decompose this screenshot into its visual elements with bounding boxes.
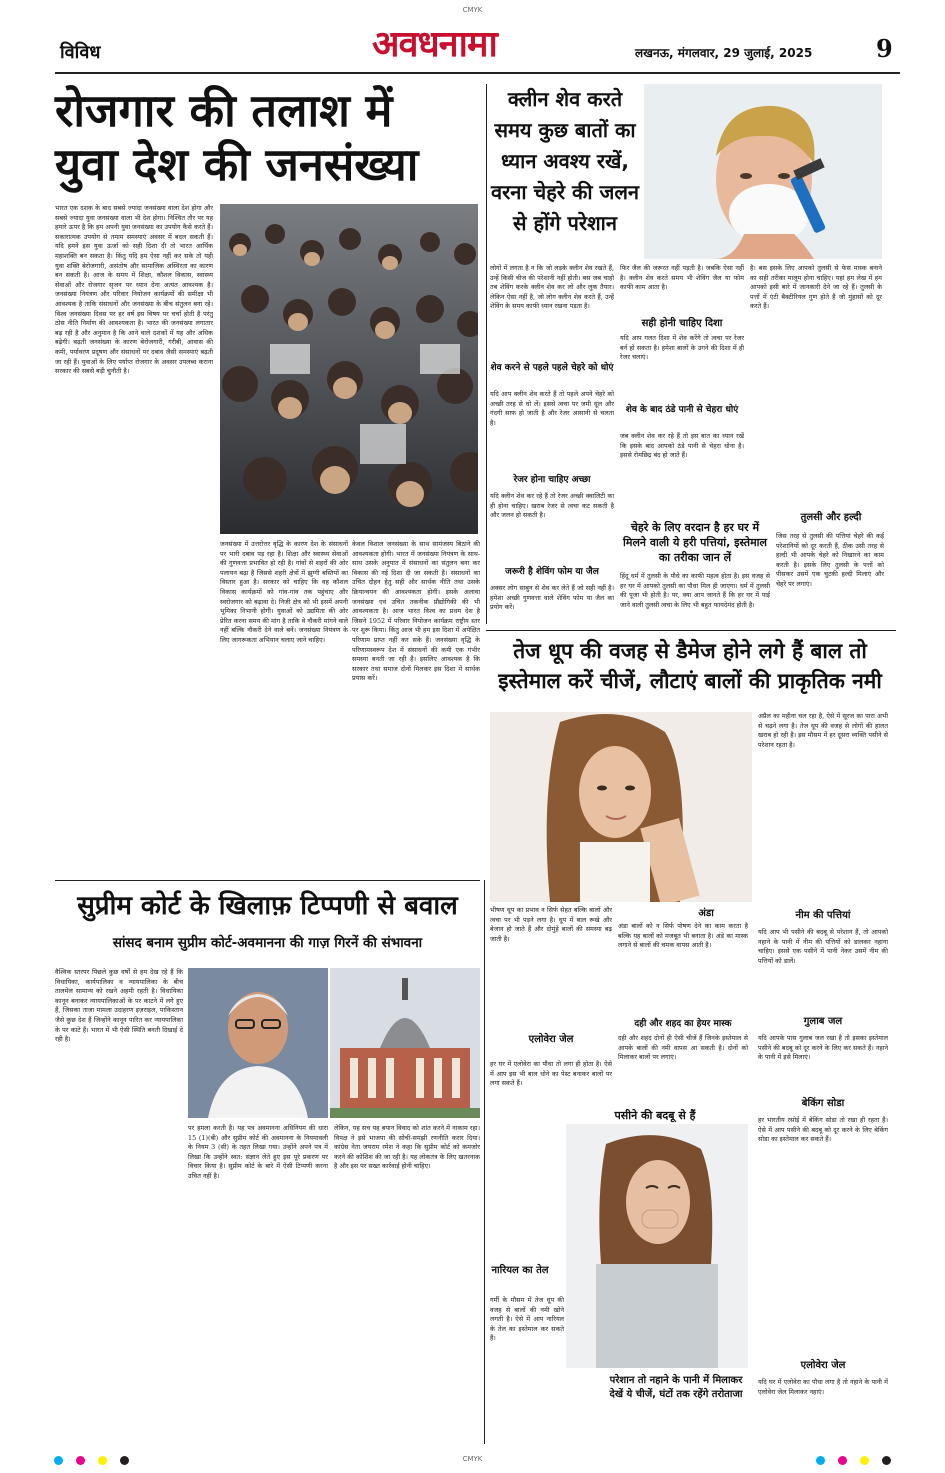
court-top-rule	[55, 880, 480, 881]
hair-body-coconut-oil: गर्मी के मौसम में तेज धूप की वजह से बालों की नमी खोने लगती है। ऐसे में आप नारियल के तेल का इस्तेमाल कर सकते हैं।	[490, 1296, 564, 1343]
hair-sub-curd-honey: दही और शहद का हेयर मास्क	[634, 1019, 732, 1029]
tulsi-body-intro: हिंदू धर्म में तुलसी के पौधे का काफी महत्व होता है। इस वजह से हर घर में आपको तुलसी का पौधा मिल ही जाएगा। धर्म में तुलसी की पूजा भी होती है। पर, क्या आप जानते हैं कि हर घर में पाई जाने वाली तुलसी त्वचा के लिए भी बहुत फायदेमंद होती है।	[620, 572, 770, 609]
hair-body-egg: अंडा बालों को न सिर्फ पोषण देने का काम करता है बल्कि यह बालों को मजबूत भी बनाता है। अंडे का मास्क लगाने से बालों की चमक वापस आती है।	[618, 922, 748, 950]
cmyk-marker-top	[0, 6, 945, 14]
shave-body-wash: यदि आप क्लीन शेव करते हैं तो पहले अपने चेहरे को अच्छी तरह से धो लें। इससे त्वचा पर जमी धूल और गंदगी साफ हो जाती है और रेजर आसानी से चलता है।	[490, 390, 614, 427]
divider-vertical-1	[486, 84, 487, 624]
registration-bar	[50, 1452, 895, 1466]
youth-body-col1: भारत एक दशक के बाद सबसे ज्यादा जनसंख्या वाला देश होगा और सबसे ज्यादा युवा जनसंख्या वाला भी देश होगा। निश्चित तौर पर यह हमारे ऊपर है कि हम अपनी युवा जनसंख्या का उपयोग कैसे करते हैं। सकारात्मक उपयोग से तमाम समस्याएं अवसर में बदल सकती हैं। यदि हमने इस युवा ऊर्जा को सही दिशा दी तो भारत आर्थिक महाशक्ति बन सकता है। किंतु यदि हम ऐसा नहीं कर सके तो यही युवा शक्ति बेरोजगारी, असंतोष और सामाजिक अस्थिरता का कारण बन सकती है। आज के समय में शिक्षा, कौशल विकास, स्वास्थ्य सेवाओं और रोजगार सृजन पर ध्यान देना अत्यंत आवश्यक है। जनसंख्या नियंत्रण और परिवार नियोजन कार्यक्रमों की समीक्षा भी आवश्यक है ताकि संसाधनों और जनसंख्या के बीच संतुलन बना रहे। विश्व जनसंख्या दिवस पर हर वर्ष इस विषय पर चर्चा होती है परंतु ठोस नीति निर्माण की आवश्यकता है। भारत की जनसंख्या लगातार बढ़ रही है और अनुमान है कि आने वाले दशकों में यह और अधिक बढ़ेगी। बढ़ती जनसंख्या के कारण बेरोजगारी, गरीबी, आवास की कमी, पर्यावरण प्रदूषण और संसाधनों पर दबाव जैसी समस्याएं बढ़ती जा रही हैं। युवाओं के लिए पर्याप्त रोजगार के अवसर उपलब्ध कराना सरकार की सबसे बड़ी चुनौती है।	[55, 204, 213, 376]
dateline: लखनऊ, मंगलवार, 29 जुलाई, 2025	[635, 46, 813, 60]
divider-hair-top	[486, 630, 896, 631]
shave-body-cold-water: जब क्लीन शेव कर रहे हैं तो इस बात का ध्यान रखें कि इसके बाद आपको ठंडे पानी से चेहरा धोना है। इससे रोमछिद्र बंद हो जाते हैं।	[620, 432, 744, 460]
shave-body-direction: यदि आप गलत दिशा में शेव करेंगे तो त्वचा पर रेजर बर्न हो सकता है। हमेशा बालों के उगने की दिशा में ही रेजर चलाएं।	[620, 334, 744, 362]
hair-body-intro: भीषण धूप का प्रभाव न सिर्फ सेहत बल्कि बालों और त्वचा पर भी पड़ने लगा है। धूप में बाल रूखे और बेजान हो जाते हैं और दोमुंहे बालों की समस्या बढ़ जाती है।	[490, 906, 612, 943]
shave-sub-wash-face: शेव करने से पहले पहले चेहरे को धोएं	[490, 363, 614, 373]
hair-sub-baking-soda: बेकिंग सोडा	[801, 1098, 845, 1109]
hair-body-neem: यदि आप भी पसीने की बदबू से परेशान हैं, तो आपको नहाने के पानी में नीम की पत्तियों को डालकर नहाना चाहिए। इससे एक पसीने में पानी नेकर उसमें नीम की पत्तियों को डालें।	[758, 928, 888, 965]
registration-dots-left	[50, 1450, 133, 1469]
hair-body-aloe: हर घर में एलोवेरा का पौधा तो लगा ही होता है। ऐसे में आप इस भी बाल धोने का पेस्ट बनाकर बालों पर लगा सकते हैं।	[490, 1060, 612, 1088]
mp-image	[188, 968, 328, 1118]
tulsi-headline: चेहरे के लिए वरदान है हर घर में मिलने वाली ये हरी पत्तियां, इस्तेमाल का तरीका जान लें	[623, 521, 767, 564]
hair-sub-coconut-oil: नारियल का तेल	[491, 1265, 549, 1276]
youth-body-col2: जनसंख्या में उत्तरोत्तर वृद्धि के कारण देश के संसाधनों पर भारी दबाव पड़ रहा है। शिक्षा और स्वास्थ्य सेवाओं की गुणवत्ता प्रभावित हो रही है। गांवों से शहरों की ओर पलायन बढ़ा है जिससे शहरी क्षेत्रों में झुग्गी बस्तियों का विस्तार हुआ है। सरकार को चाहिए कि वह कौशल विकास कार्यक्रमों को गांव-गांव तक पहुंचाए और स्वरोजगार को बढ़ावा दे। निजी क्षेत्र को भी इसमें अपनी भूमिका निभानी होगी। युवाओं को उद्यमिता की ओर प्रेरित करना समय की मांग है ताकि वे नौकरी मांगने वाले नहीं बल्कि नौकरी देने वाले बनें। जनसंख्या नियंत्रण के लिए जागरूकता अभियान चलाए जाने चाहिए।	[220, 540, 348, 644]
court-body-col1: वैश्विक स्तरपर पिछले कुछ वर्षों से हम देख रहे हैं कि विधायिका, कार्यपालिका व न्यायपालिका के बीच तालमेल सामान्य को रखने अहमी रहती है। विधायिका कानून बनाकर न्यायपालिकाओं के पर काटने में लगे हुए हैं, जिसका ताजा मामला उदाहरण इज़राइल, पाकिस्तान जैसे कुछ देश हैं जिन्होंने कानून पारित कर न्यायपालिका के पर काटे हैं। भारत में भी ऐसी स्थिति बनती दिखाई दे रही है।	[55, 968, 183, 1044]
tulsi-body-mask: है। बस इसके लिए आपको तुलसी से फेस मास्क बनाने का सही तरीका मालूम होना चाहिए। यहां हम लेख में हम आपको इसी बारे में जानकारी देने जा रहे हैं। तुलसी के पत्तों में एंटी बैक्टीरियल गुण होते हैं जो मुंहासों को दूर करते हैं।	[750, 264, 882, 311]
hair-sub-rose-water: गुलाब जल	[803, 1016, 843, 1027]
hair-body-aloe-2: यदि घर में एलोवेरा का पौधा लगा है तो नहाने के पानी में एलोवेरा जेल मिलाकर नहाएं।	[758, 1378, 888, 1396]
masthead-logo	[372, 18, 592, 72]
supreme-court-image	[330, 968, 480, 1118]
page-number: 9	[876, 34, 893, 63]
hair-sub-neem: नीम की पत्तियां	[795, 910, 851, 921]
court-headline: सुप्रीम कोर्ट के खिलाफ़ टिप्पणी से बवाल	[77, 891, 458, 921]
yellow-dot	[98, 1456, 107, 1465]
shave-body-gel: फिर जैल की जरूरत नहीं पड़ती है। जबकि ऐसा नहीं है। क्लीन शेव करते समय भी शेविंग जैल या फोम काफी काम आता है।	[620, 264, 744, 292]
cyan-dot	[54, 1456, 63, 1465]
sweat-caption: परेशान तो नहाने के पानी में मिलाकर देखें ये चीजें, घंटों तक रहेंगे तरोताजा	[609, 1375, 743, 1400]
shave-body-foam: अक्सर लोग साबुन से शेव कर लेते हैं जो सही नहीं है। हमेशा अच्छी गुणवत्ता वाले शेविंग फोम या जैल का प्रयोग करें।	[490, 584, 614, 612]
shave-sub-cold-water: शेव के बाद ठंडे पानी से चेहरा धोएं	[625, 405, 739, 415]
court-subhead: सांसद बनाम सुप्रीम कोर्ट-अवमानना की गाज़ गिरनें की संभावना	[112, 935, 423, 951]
cyan-dot	[816, 1456, 825, 1465]
shaving-man-photo	[644, 84, 882, 259]
youth-headline-line2: युवा देश की जनसंख्या	[55, 138, 419, 191]
sweat-headline: पसीने की बदबू से हैं	[614, 1109, 696, 1122]
shaving-man-image	[644, 84, 882, 259]
hair-headline-line2: इस्तेमाल करें चीजें, लौटाएं बालों की प्राकृतिक नमी	[498, 669, 882, 693]
shave-sub-foam: जरूरी है शेविंग फोम या जैल	[505, 567, 599, 577]
cmyk-marker-bottom: CMYK	[462, 1455, 483, 1463]
woman-hair-photo	[490, 712, 752, 902]
hair-sub-aloe-2: एलोवेरा जेल	[800, 1360, 846, 1371]
youth-headline	[55, 84, 485, 192]
shave-sub-razor: रेजर होना चाहिए अच्छा	[513, 475, 591, 485]
court-body-col3: लेकिन, यह सच यह बयान विवाद को शांत करने में नाकाम रहा। विपक्ष ने इसे भाजपा की सोची-समझी रणनीति करार दिया। कांग्रेस नेता जयराम रमेश ने कहा कि सुप्रीम कोर्ट को कमजोर करने की कोशिश की जा रही है। यह लोकतंत्र के लिए खतरनाक है और इस पर सख्त कार्रवाई होनी चाहिए।	[334, 1124, 480, 1171]
yellow-dot	[860, 1456, 869, 1465]
sweat-woman-photo	[566, 1124, 748, 1368]
hair-headline-line1: तेज धूप की वजह से डैमेज होने लगे हैं बाल तो	[513, 639, 867, 663]
hair-body-baking-soda: हर भारतीय रसोई में बेकिंग सोडा तो रखा ही रहता है। ऐसे में आप पसीने की बदबू को दूर करने के लिए बेकिंग सोडा का इस्तेमाल कर सकते हैं।	[758, 1116, 888, 1144]
shave-body-razor: यदि क्लीन शेव कर रहे हैं तो रेजर अच्छी क्वालिटी का ही होना चाहिए। खराब रेजर से त्वचा कट सकती है और जलन हो सकती है।	[490, 492, 614, 520]
hair-sub-aloe: एलोवेरा जेल	[528, 1034, 574, 1045]
hair-body-sun: अप्रैल का महीना चल रहा है, ऐसे में सूरज का पारा अभी से चढ़ने लगा है। तेज धूप की वजह से लोगों की हालत खराब हो रही है। इस मौसम में हर दूसरा व्यक्ति पसीने से परेशान रहता है।	[758, 712, 888, 749]
tulsi-body-turmeric: जिस तरह से तुलसी की पत्तियां चेहरे की कई परेशानियों को दूर करती हैं, ठीक उसी तरह से हल्दी भी आपके चेहरे को निखारने का काम करती है। इसके लिए तुलसी के पत्तों को पीसकर उसमें एक चुटकी हल्दी मिलाएं और चेहरे पर लगाएं।	[776, 532, 884, 588]
magenta-dot	[76, 1456, 85, 1465]
supreme-court-photo	[330, 968, 480, 1118]
section-label: विविध	[60, 42, 101, 62]
black-dot	[120, 1456, 129, 1465]
youth-headline-line1: रोजगार की तलाश में	[55, 84, 393, 137]
sweat-woman-image	[566, 1124, 748, 1368]
magenta-dot	[838, 1456, 847, 1465]
tulsi-sub-turmeric: तुलसी और हल्दी	[800, 512, 862, 523]
logo-text: अवधनामा	[372, 24, 497, 65]
hair-sub-egg: अंडा	[698, 908, 714, 919]
registration-dots-right	[812, 1450, 895, 1469]
divider-vertical-2	[484, 880, 485, 1444]
mp-photo	[188, 968, 328, 1118]
crowd-photo	[220, 204, 478, 534]
masthead-rule	[55, 72, 900, 74]
hair-headline	[490, 636, 890, 696]
shave-body-intro: लोगों में लगता है न कि जो लड़के क्लीन शेव रखते हैं, उन्हें किसी चीज की परेशानी नहीं होती। बस जब चाहो तब शेविंग करके क्लीन शेव कर लो और लुक तैयार। लेकिन ऐसा नहीं है, जो लोग क्लीन शेव करते हैं, उन्हें शेविंग के समय काफी ध्यान रखना पड़ता है।	[490, 264, 614, 311]
youth-body-col3: केवल विशाल जनसंख्या के साथ सामंजस्य बिठाने की आवश्यकता होगी। भारत में जनसंख्या नियंत्रण के साथ-साथ उसके अनुपात में संसाधनों का संतुलन बना कर विकास की नई दिशा दी जा सकती है। संसाधनों का उचित दोहन हेतु सही और सार्थक नीति तथा उसके क्रियान्वयन की आवश्यकता होगी। इसके अलावा जनसंख्या एवं उचित तकनीक प्रौद्योगिकी की भी आवश्यकता है। आज भारत विश्व का प्रथम देश है जिसने 1952 में परिवार नियोजन कार्यक्रम राष्ट्रीय स्तर पर शुरू किया। किंतु आज भी हम इस दिशा में अपेक्षित परिणाम प्राप्त नहीं कर सके हैं। जनसंख्या वृद्धि के परिणामस्वरूप देश में संसाधनों की कमी एक गंभीर समस्या बनती जा रही है। इसलिए आवश्यक है कि सरकार तथा समाज दोनों मिलकर इस दिशा में सार्थक प्रयास करें।	[352, 540, 480, 683]
black-dot	[882, 1456, 891, 1465]
cmyk-label: CMYK	[462, 6, 483, 14]
shave-sub-direction: सही होनी चाहिए दिशा	[641, 318, 723, 329]
hair-body-rose-water: यदि आपके पास गुलाब जल रखा है तो इसका इस्तेमाल पसीने की बदबू को दूर करने के लिए कर सकते हैं। नहाने के पानी में इसे मिलाएं।	[758, 1034, 888, 1062]
woman-hair-image	[490, 712, 752, 902]
shave-headline: क्लीन शेव करते समय कुछ बातों का ध्यान अवश्य रखें, वरना चेहरे की जलन से होंगे परेशान	[490, 87, 639, 235]
crowd-photo-image	[220, 204, 478, 534]
court-body-col2: पर हमला करती है। यह पत्र अवमानना अधिनियम की धारा 15 (1)(बी) और सुप्रीम कोर्ट की अवमानना के नियमावली के नियम 3 (सी) के तहत लिखा गया। उन्होंने अपने पत्र में लिखा कि उन्होंने स्वत: संज्ञान लेते हुए इस पूरे प्रकरण पर विचार किया है। सुप्रीम कोर्ट के बारे में ऐसी टिप्पणी करना उचित नहीं है।	[188, 1124, 328, 1180]
hair-body-curd-honey: दही और शहद दोनों ही ऐसी चीजें हैं जिनके इस्तेमाल से आपके बालों की नमी वापस आ सकती है। दोनों को मिलाकर बालों पर लगाएं।	[618, 1034, 748, 1062]
